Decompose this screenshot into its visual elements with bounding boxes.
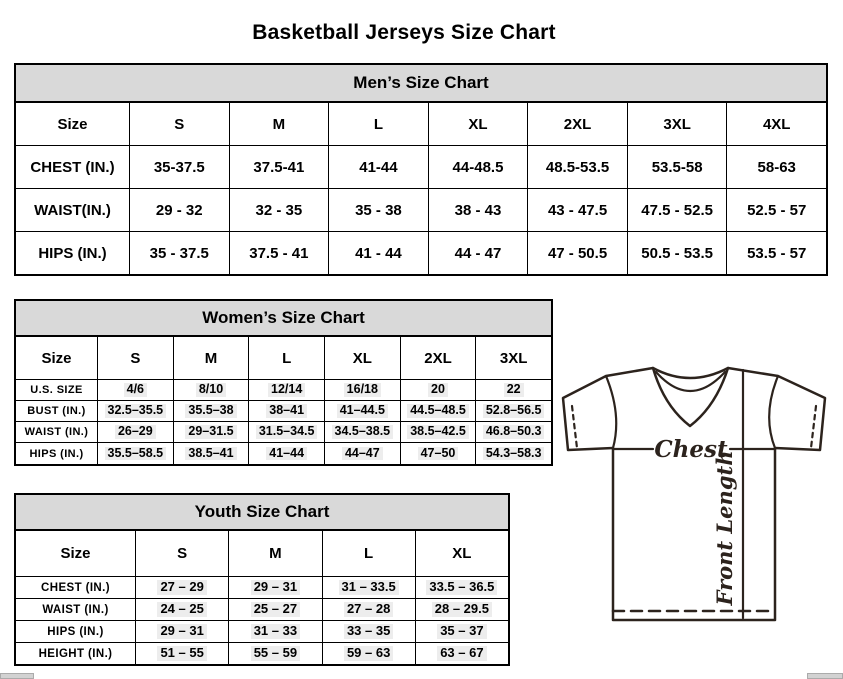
scrollbar-arrow-right[interactable] [807, 673, 843, 679]
table-cell [97, 421, 173, 442]
youth-size-table [14, 493, 510, 666]
table-grid [14, 531, 510, 666]
column-header: S [135, 531, 228, 576]
column-header: S [129, 103, 229, 145]
cell-value: 47–50 [418, 447, 459, 461]
table-cell [229, 145, 329, 188]
table-cell [324, 400, 400, 421]
table-cell [229, 231, 329, 274]
row-label: WAIST (IN.) [16, 598, 135, 620]
table-cell [173, 421, 249, 442]
table-cell [527, 188, 627, 231]
table-cell [322, 620, 415, 642]
table-cell [726, 188, 826, 231]
row-label: HEIGHT (IN.) [16, 642, 135, 664]
row-label: HIPS (IN.) [16, 442, 97, 464]
cell-value: 55 – 59 [251, 646, 300, 660]
column-header: M [229, 103, 329, 145]
table-grid [14, 337, 553, 466]
table-cell [129, 145, 229, 188]
table-cell [627, 188, 727, 231]
column-header: L [248, 337, 324, 379]
cell-value: 41–44 [266, 447, 307, 461]
table-cell [328, 145, 428, 188]
table-cell [415, 620, 508, 642]
table-cell [322, 642, 415, 664]
cell-value: 35.5–58.5 [105, 447, 167, 461]
table-cell [415, 576, 508, 598]
chest-label: Chest [654, 436, 728, 463]
table-cell [428, 145, 528, 188]
cell-value: 35 - 38 [355, 201, 402, 219]
table-cell [400, 400, 476, 421]
cell-value: 53.5 - 57 [747, 244, 807, 262]
column-header: 3XL [475, 337, 551, 379]
table-cell [527, 231, 627, 274]
table-cell [400, 442, 476, 464]
cell-value: 38.5–42.5 [407, 425, 469, 439]
table-cell [415, 642, 508, 664]
cell-value: 34.5–38.5 [332, 425, 394, 439]
cell-value: 38 - 43 [454, 201, 502, 219]
cell-value: 44.5–48.5 [407, 404, 469, 418]
table-cell [415, 598, 508, 620]
cell-value: 22 [504, 383, 524, 397]
womens-size-table [14, 299, 553, 466]
column-header: M [173, 337, 249, 379]
table-cell [400, 379, 476, 400]
table-cell [229, 188, 329, 231]
table-grid [14, 103, 828, 276]
table-cell [173, 400, 249, 421]
table-cell [324, 379, 400, 400]
cell-value: 38–41 [266, 404, 307, 418]
row-label: HIPS (IN.) [16, 231, 129, 274]
cell-value: 31 – 33 [251, 624, 300, 638]
cell-value: 44 - 47 [454, 244, 502, 262]
cell-value: 50.5 - 53.5 [641, 244, 713, 262]
table-cell [322, 576, 415, 598]
cell-value: 59 – 63 [344, 646, 393, 660]
cell-value: 26–29 [115, 425, 156, 439]
cell-value: 25 – 27 [251, 602, 300, 616]
column-header: 3XL [627, 103, 727, 145]
mens-table-title: Men’s Size Chart [14, 63, 828, 103]
table-cell [475, 442, 551, 464]
jersey-outline [563, 368, 825, 620]
column-header: Size [41, 349, 72, 367]
cell-value: 27 – 29 [157, 580, 206, 594]
table-cell [726, 145, 826, 188]
cell-value: 46.8–50.3 [483, 425, 545, 439]
table-cell [129, 188, 229, 231]
cell-value: 35 - 37.5 [149, 244, 209, 262]
table-cell [135, 642, 228, 664]
cell-value: 32.5–35.5 [105, 404, 167, 418]
cell-value: 33.5 – 36.5 [426, 580, 497, 594]
jersey-measurement-diagram [556, 360, 841, 626]
row-label: CHEST (IN.) [16, 145, 129, 188]
scrollbar-arrow-left[interactable] [0, 673, 34, 679]
row-label: HIPS (IN.) [16, 620, 135, 642]
cell-value: 51 – 55 [157, 646, 206, 660]
table-cell [173, 442, 249, 464]
cell-value: 16/18 [344, 383, 381, 397]
mens-size-table [14, 63, 828, 276]
cell-value: 47 - 50.5 [547, 244, 608, 262]
table-cell [97, 379, 173, 400]
cell-value: 4/6 [124, 383, 147, 397]
row-label: CHEST (IN.) [16, 576, 135, 598]
column-header: Size [57, 115, 88, 133]
youth-table-title: Youth Size Chart [14, 493, 510, 531]
cell-value: 12/14 [268, 383, 305, 397]
page-title: Basketball Jerseys Size Chart [252, 21, 556, 45]
table-cell [627, 145, 727, 188]
table-cell [228, 598, 321, 620]
table-cell [324, 421, 400, 442]
row-label: WAIST (IN.) [16, 421, 97, 442]
table-cell [173, 379, 249, 400]
cell-value: 35.5–38 [185, 404, 236, 418]
row-label: BUST (IN.) [16, 400, 97, 421]
cell-value: 41-44 [359, 158, 398, 176]
cell-value: 53.5-58 [651, 158, 703, 176]
cell-value: 29 - 32 [155, 201, 203, 219]
cell-value: 44–47 [342, 447, 383, 461]
table-cell [428, 188, 528, 231]
cell-value: 27 – 28 [344, 602, 393, 616]
cell-value: 35-37.5 [153, 158, 205, 176]
cell-value: 24 – 25 [157, 602, 206, 616]
cell-value: 8/10 [196, 383, 226, 397]
table-cell [428, 231, 528, 274]
table-cell [400, 421, 476, 442]
table-cell [322, 598, 415, 620]
cell-value: 52.5 - 57 [747, 201, 807, 219]
column-header: S [97, 337, 173, 379]
cell-value: 58-63 [757, 158, 796, 176]
table-cell [248, 442, 324, 464]
table-cell [475, 379, 551, 400]
column-header: M [228, 531, 321, 576]
table-cell [248, 379, 324, 400]
table-cell [527, 145, 627, 188]
cell-value: 33 – 35 [344, 624, 393, 638]
cell-value: 54.3–58.3 [483, 447, 545, 461]
cell-value: 31.5–34.5 [256, 425, 318, 439]
cell-value: 37.5-41 [253, 158, 305, 176]
table-cell [328, 231, 428, 274]
table-cell [475, 400, 551, 421]
table-cell [129, 231, 229, 274]
table-cell [627, 231, 727, 274]
column-header: L [328, 103, 428, 145]
row-label: U.S. SIZE [16, 379, 97, 400]
column-header: XL [324, 337, 400, 379]
column-header: XL [415, 531, 508, 576]
table-cell [228, 620, 321, 642]
cell-value: 63 – 67 [437, 646, 486, 660]
cell-value: 41 - 44 [355, 244, 402, 262]
cell-value: 29–31.5 [185, 425, 236, 439]
cell-value: 20 [428, 383, 448, 397]
table-cell [135, 576, 228, 598]
cell-value: 52.8–56.5 [483, 404, 545, 418]
row-label: WAIST(IN.) [16, 188, 129, 231]
cell-value: 28 – 29.5 [432, 602, 492, 616]
table-cell [475, 421, 551, 442]
table-cell [248, 400, 324, 421]
column-header: XL [428, 103, 528, 145]
column-header: 4XL [726, 103, 826, 145]
table-cell [97, 442, 173, 464]
cell-value: 35 – 37 [437, 624, 486, 638]
table-cell [135, 598, 228, 620]
womens-table-title: Women’s Size Chart [14, 299, 553, 337]
table-cell [726, 231, 826, 274]
collar-arc-outer [653, 368, 728, 378]
cell-value: 44-48.5 [452, 158, 504, 176]
cell-value: 32 - 35 [255, 201, 303, 219]
front-length-label: Front Length [712, 450, 737, 606]
column-header: Size [60, 545, 91, 562]
cell-value: 41–44.5 [337, 404, 388, 418]
table-cell [328, 188, 428, 231]
cell-value: 29 – 31 [157, 624, 206, 638]
cell-value: 37.5 - 41 [249, 244, 309, 262]
table-cell [135, 620, 228, 642]
table-cell [228, 576, 321, 598]
table-cell [324, 442, 400, 464]
cell-value: 47.5 - 52.5 [641, 201, 713, 219]
column-header: L [322, 531, 415, 576]
cell-value: 48.5-53.5 [545, 158, 610, 176]
column-header: 2XL [527, 103, 627, 145]
cell-value: 29 – 31 [251, 580, 300, 594]
cell-value: 31 – 33.5 [339, 580, 399, 594]
cell-value: 43 - 47.5 [547, 201, 608, 219]
table-cell [97, 400, 173, 421]
cell-value: 38.5–41 [185, 447, 236, 461]
table-cell [248, 421, 324, 442]
column-header: 2XL [400, 337, 476, 379]
table-cell [228, 642, 321, 664]
